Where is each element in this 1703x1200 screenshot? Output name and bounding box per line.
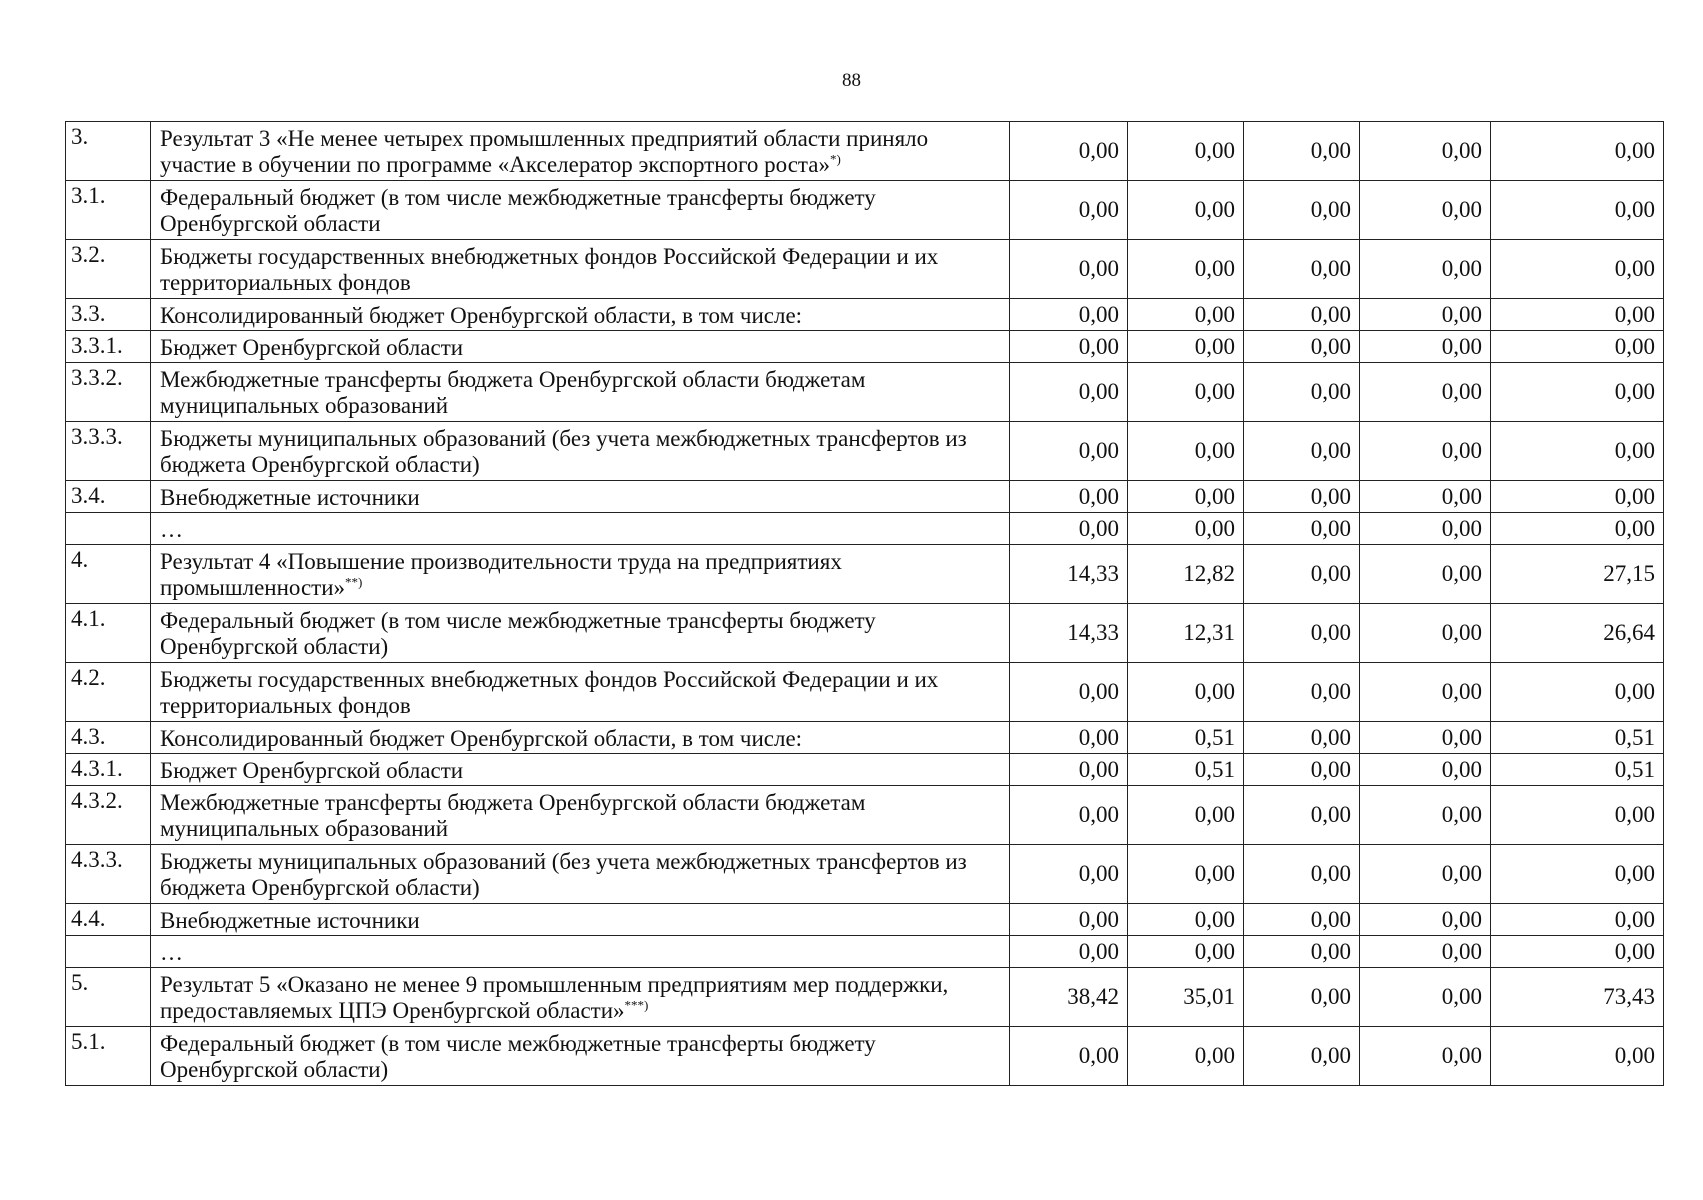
value-cell: 0,00 xyxy=(1010,722,1128,754)
value-cell: 0,51 xyxy=(1491,754,1664,786)
table-row xyxy=(66,363,1664,422)
value-cell: 0,00 xyxy=(1244,754,1360,786)
value-cell: 0,00 xyxy=(1360,181,1491,240)
value-cell: 0,00 xyxy=(1491,481,1664,513)
value-cell: 0,00 xyxy=(1360,122,1491,181)
row-description-cell xyxy=(151,181,1010,240)
row-description-text: Бюджеты муниципальных образований (без учета межбюджетных трансфертов из бюджета Оренбургской области) xyxy=(160,426,967,477)
footnote-marker: *) xyxy=(829,151,841,167)
value-cell: 0,51 xyxy=(1491,722,1664,754)
value-cell: 0,00 xyxy=(1491,299,1664,331)
row-number-cell: 4.3.3. xyxy=(66,845,151,904)
row-description-cell xyxy=(151,299,1010,331)
table-row xyxy=(66,513,1664,545)
row-description-text: Бюджеты государственных внебюджетных фондов Российской Федерации и их территориальных фондов xyxy=(160,244,939,295)
value-cell: 0,00 xyxy=(1244,299,1360,331)
row-number-cell: 4.3. xyxy=(66,722,151,754)
value-cell: 0,00 xyxy=(1128,936,1244,968)
row-description-cell xyxy=(151,363,1010,422)
value-cell: 12,82 xyxy=(1128,545,1244,604)
table-row xyxy=(66,181,1664,240)
row-description-text: Бюджет Оренбургской области xyxy=(160,334,464,360)
value-cell: 0,51 xyxy=(1128,722,1244,754)
value-cell: 0,00 xyxy=(1128,845,1244,904)
budget-table xyxy=(65,121,1664,1086)
row-description-cell xyxy=(151,786,1010,845)
value-cell: 27,15 xyxy=(1491,545,1664,604)
row-number-cell: 5.1. xyxy=(66,1027,151,1086)
value-cell: 0,00 xyxy=(1491,422,1664,481)
row-number-cell: 4.3.1. xyxy=(66,754,151,786)
value-cell: 0,00 xyxy=(1010,299,1128,331)
table-row xyxy=(66,663,1664,722)
value-cell: 14,33 xyxy=(1010,545,1128,604)
value-cell: 12,31 xyxy=(1128,604,1244,663)
value-cell: 0,00 xyxy=(1491,1027,1664,1086)
value-cell: 0,00 xyxy=(1244,513,1360,545)
value-cell: 0,00 xyxy=(1128,122,1244,181)
value-cell: 0,00 xyxy=(1010,936,1128,968)
row-description-text: Бюджеты государственных внебюджетных фондов Российской Федерации и их территориальных фондов xyxy=(160,667,939,718)
value-cell: 0,00 xyxy=(1244,722,1360,754)
value-cell: 0,00 xyxy=(1244,122,1360,181)
value-cell: 0,00 xyxy=(1244,936,1360,968)
row-description-cell xyxy=(151,122,1010,181)
table-row xyxy=(66,904,1664,936)
row-number-cell xyxy=(66,513,151,545)
value-cell: 0,00 xyxy=(1491,904,1664,936)
value-cell: 0,00 xyxy=(1360,481,1491,513)
value-cell: 0,00 xyxy=(1491,240,1664,299)
row-number-cell: 4.1. xyxy=(66,604,151,663)
value-cell: 0,00 xyxy=(1491,181,1664,240)
value-cell: 0,00 xyxy=(1360,545,1491,604)
row-description-cell xyxy=(151,904,1010,936)
value-cell: 0,00 xyxy=(1128,1027,1244,1086)
value-cell: 73,43 xyxy=(1491,968,1664,1027)
value-cell: 0,00 xyxy=(1491,845,1664,904)
table-row xyxy=(66,122,1664,181)
table-row xyxy=(66,845,1664,904)
row-number-cell: 3.3.1. xyxy=(66,331,151,363)
row-number-cell: 3.4. xyxy=(66,481,151,513)
footnote-marker: **) xyxy=(345,574,363,590)
value-cell: 0,00 xyxy=(1128,331,1244,363)
row-description-cell xyxy=(151,422,1010,481)
value-cell: 0,00 xyxy=(1360,786,1491,845)
value-cell: 0,00 xyxy=(1491,663,1664,722)
row-description-cell xyxy=(151,545,1010,604)
value-cell: 0,00 xyxy=(1360,845,1491,904)
value-cell: 0,00 xyxy=(1360,1027,1491,1086)
value-cell: 0,00 xyxy=(1360,363,1491,422)
row-description-text: Межбюджетные трансферты бюджета Оренбургской области бюджетам муниципальных образований xyxy=(160,790,866,841)
value-cell: 0,00 xyxy=(1128,663,1244,722)
value-cell: 0,00 xyxy=(1128,240,1244,299)
row-description-text: Внебюджетные источники xyxy=(160,907,420,933)
row-description-text: Консолидированный бюджет Оренбургской области, в том числе: xyxy=(160,302,803,328)
row-description-text: … xyxy=(160,939,183,965)
value-cell: 0,51 xyxy=(1128,754,1244,786)
value-cell: 0,00 xyxy=(1244,181,1360,240)
row-number-cell: 3.3.3. xyxy=(66,422,151,481)
footnote-marker: ***) xyxy=(624,997,649,1013)
value-cell: 0,00 xyxy=(1491,363,1664,422)
row-description-text: Бюджеты муниципальных образований (без учета межбюджетных трансфертов из бюджета Оренбургской области) xyxy=(160,849,967,900)
table-row xyxy=(66,1027,1664,1086)
value-cell: 0,00 xyxy=(1244,363,1360,422)
value-cell: 0,00 xyxy=(1010,904,1128,936)
value-cell: 0,00 xyxy=(1244,240,1360,299)
table-row xyxy=(66,545,1664,604)
value-cell: 0,00 xyxy=(1010,122,1128,181)
value-cell: 0,00 xyxy=(1128,422,1244,481)
value-cell: 0,00 xyxy=(1244,786,1360,845)
row-description-text: Федеральный бюджет (в том числе межбюджетные трансферты бюджету Оренбургской области) xyxy=(160,608,876,659)
value-cell: 0,00 xyxy=(1128,181,1244,240)
row-description-cell xyxy=(151,754,1010,786)
value-cell: 0,00 xyxy=(1360,722,1491,754)
value-cell: 0,00 xyxy=(1010,663,1128,722)
value-cell: 0,00 xyxy=(1360,240,1491,299)
row-description-cell xyxy=(151,845,1010,904)
table-row xyxy=(66,481,1664,513)
table-body xyxy=(66,122,1664,1086)
row-description-cell xyxy=(151,604,1010,663)
row-description-text: Результат 3 «Не менее четырех промышленных предприятий области приняло участие в обучении по программе «Акселератор экспортного роста» xyxy=(160,126,929,177)
table-row xyxy=(66,754,1664,786)
value-cell: 0,00 xyxy=(1010,331,1128,363)
value-cell: 0,00 xyxy=(1010,240,1128,299)
value-cell: 0,00 xyxy=(1360,604,1491,663)
row-description-cell xyxy=(151,331,1010,363)
table-row xyxy=(66,786,1664,845)
table-row xyxy=(66,331,1664,363)
value-cell: 0,00 xyxy=(1244,604,1360,663)
value-cell: 0,00 xyxy=(1360,299,1491,331)
value-cell: 0,00 xyxy=(1244,1027,1360,1086)
table-row xyxy=(66,936,1664,968)
value-cell: 0,00 xyxy=(1010,1027,1128,1086)
row-number-cell: 4.4. xyxy=(66,904,151,936)
row-number-cell: 3.2. xyxy=(66,240,151,299)
value-cell: 0,00 xyxy=(1244,545,1360,604)
value-cell: 38,42 xyxy=(1010,968,1128,1027)
value-cell: 0,00 xyxy=(1128,904,1244,936)
value-cell: 0,00 xyxy=(1491,936,1664,968)
value-cell: 0,00 xyxy=(1010,513,1128,545)
table-row xyxy=(66,604,1664,663)
row-description-cell xyxy=(151,663,1010,722)
row-number-cell: 5. xyxy=(66,968,151,1027)
value-cell: 0,00 xyxy=(1491,122,1664,181)
table-row xyxy=(66,422,1664,481)
row-number-cell: 3.1. xyxy=(66,181,151,240)
row-description-cell xyxy=(151,722,1010,754)
row-description-cell xyxy=(151,1027,1010,1086)
row-description-cell xyxy=(151,481,1010,513)
row-description-text: Результат 5 «Оказано не менее 9 промышленным предприятиям мер поддержки, предоставляемых ЦПЭ Оренбургской области» xyxy=(160,972,949,1023)
value-cell: 0,00 xyxy=(1491,331,1664,363)
table-row xyxy=(66,299,1664,331)
row-description-text: Бюджет Оренбургской области xyxy=(160,757,464,783)
value-cell: 26,64 xyxy=(1491,604,1664,663)
table-row xyxy=(66,968,1664,1027)
value-cell: 0,00 xyxy=(1360,663,1491,722)
row-description-cell xyxy=(151,240,1010,299)
row-description-text: Федеральный бюджет (в том числе межбюджетные трансферты бюджету Оренбургской области) xyxy=(160,1031,876,1082)
value-cell: 0,00 xyxy=(1491,513,1664,545)
row-number-cell: 4.3.2. xyxy=(66,786,151,845)
value-cell: 0,00 xyxy=(1360,904,1491,936)
value-cell: 0,00 xyxy=(1010,181,1128,240)
value-cell: 35,01 xyxy=(1128,968,1244,1027)
value-cell: 0,00 xyxy=(1360,331,1491,363)
value-cell: 0,00 xyxy=(1128,513,1244,545)
row-description-text: … xyxy=(160,516,183,542)
row-number-cell: 3.3. xyxy=(66,299,151,331)
value-cell: 0,00 xyxy=(1128,481,1244,513)
value-cell: 0,00 xyxy=(1244,422,1360,481)
value-cell: 0,00 xyxy=(1010,786,1128,845)
value-cell: 0,00 xyxy=(1244,481,1360,513)
value-cell: 0,00 xyxy=(1360,968,1491,1027)
value-cell: 0,00 xyxy=(1244,968,1360,1027)
value-cell: 0,00 xyxy=(1360,422,1491,481)
row-description-text: Внебюджетные источники xyxy=(160,484,420,510)
row-description-cell xyxy=(151,968,1010,1027)
value-cell: 0,00 xyxy=(1360,754,1491,786)
value-cell: 0,00 xyxy=(1244,663,1360,722)
row-description-cell xyxy=(151,936,1010,968)
value-cell: 0,00 xyxy=(1010,481,1128,513)
value-cell: 0,00 xyxy=(1360,513,1491,545)
table-row xyxy=(66,722,1664,754)
value-cell: 14,33 xyxy=(1010,604,1128,663)
value-cell: 0,00 xyxy=(1010,754,1128,786)
row-description-text: Межбюджетные трансферты бюджета Оренбургской области бюджетам муниципальных образований xyxy=(160,367,866,418)
value-cell: 0,00 xyxy=(1491,786,1664,845)
row-number-cell xyxy=(66,936,151,968)
table-row xyxy=(66,240,1664,299)
value-cell: 0,00 xyxy=(1128,786,1244,845)
row-description-cell xyxy=(151,513,1010,545)
value-cell: 0,00 xyxy=(1010,422,1128,481)
page-number: 88 xyxy=(842,70,861,91)
value-cell: 0,00 xyxy=(1244,904,1360,936)
row-number-cell: 3. xyxy=(66,122,151,181)
value-cell: 0,00 xyxy=(1010,845,1128,904)
row-description-text: Федеральный бюджет (в том числе межбюджетные трансферты бюджету Оренбургской области xyxy=(160,185,876,236)
value-cell: 0,00 xyxy=(1128,299,1244,331)
row-number-cell: 4. xyxy=(66,545,151,604)
value-cell: 0,00 xyxy=(1244,331,1360,363)
row-number-cell: 4.2. xyxy=(66,663,151,722)
value-cell: 0,00 xyxy=(1244,845,1360,904)
value-cell: 0,00 xyxy=(1360,936,1491,968)
row-description-text: Консолидированный бюджет Оренбургской области, в том числе: xyxy=(160,725,803,751)
value-cell: 0,00 xyxy=(1010,363,1128,422)
row-number-cell: 3.3.2. xyxy=(66,363,151,422)
value-cell: 0,00 xyxy=(1128,363,1244,422)
row-description-text: Результат 4 «Повышение производительности труда на предприятиях промышленности» xyxy=(160,549,842,600)
